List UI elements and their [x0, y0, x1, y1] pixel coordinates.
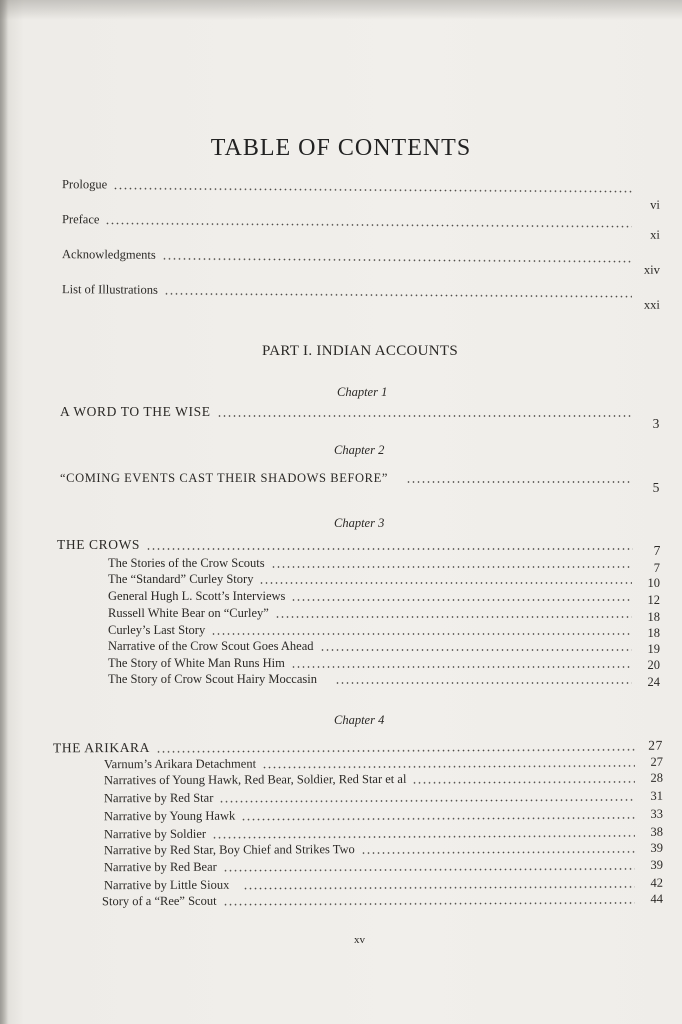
- leader-dots: [259, 573, 632, 586]
- chapter-title-entry: “COMING EVENTS CAST THEIR SHADOWS BEFORE” 5: [60, 471, 660, 495]
- leader-dots: [320, 640, 633, 653]
- toc-entry-list-of-illustrations: List of Illustrations xxi: [61, 282, 660, 312]
- toc-entry-prologue: Prologue vi: [61, 177, 660, 212]
- leader-dots: [219, 789, 635, 803]
- toc-sub-entry: Narrative by Red Bear 39: [103, 857, 664, 875]
- toc-sub-entry: Varnum’s Arikara Detachment 27: [103, 754, 664, 772]
- toc-sub-entry: Narrative by Soldier 38: [103, 824, 664, 842]
- leader-dots: [275, 607, 632, 620]
- toc-sub-entry: Narrative by Young Hawk 33: [103, 806, 664, 824]
- leader-dots: [212, 825, 635, 839]
- leader-dots: [146, 538, 633, 552]
- toc-sub-entry: Narrative of the Crow Scout Goes Ahead 19: [108, 639, 660, 656]
- leader-dots: [223, 892, 635, 906]
- part-heading: PART I. INDIAN ACCOUNTS: [261, 343, 459, 359]
- chapter-title-entry: THE CROWS 7: [57, 537, 661, 558]
- leader-dots: [211, 624, 632, 637]
- toc-sub-entry: Narratives of Young Hawk, Red Bear, Soldier, Red Star et al 28: [103, 770, 664, 788]
- chapter-heading: Chapter 3: [334, 516, 385, 530]
- leader-dots: [156, 738, 635, 754]
- chapter-heading: Chapter 2: [334, 443, 385, 457]
- chapter-title-entry: A WORD TO THE WISE 3: [60, 404, 660, 431]
- toc-sub-entry: Narrative by Little Sioux 42: [103, 875, 664, 893]
- leader-dots: [271, 557, 632, 570]
- toc-sub-entry: The Story of Crow Scout Hairy Moccasin 24: [108, 672, 660, 689]
- page-folio: xv: [354, 934, 365, 946]
- leader-dots: [164, 283, 632, 298]
- toc-sub-entry: Russell White Bear on “Curley” 18: [108, 606, 660, 624]
- chapter-heading: Chapter 1: [337, 385, 388, 399]
- page-title: TABLE OF CONTENTS: [210, 135, 472, 161]
- toc-sub-entry: General Hugh L. Scott’s Interviews 12: [108, 589, 660, 607]
- leader-dots: [335, 673, 632, 686]
- toc-sub-entry: Curley’s Last Story 18: [108, 623, 660, 640]
- toc-entry-acknowledgments: Acknowledgments xiv: [61, 247, 660, 277]
- leader-dots: [262, 755, 635, 769]
- leader-dots: [243, 876, 635, 890]
- toc-sub-entry: The Story of White Man Runs Him 20: [108, 656, 660, 672]
- leader-dots: [162, 248, 632, 263]
- chapter-title-entry: THE ARIKARA 27: [52, 737, 664, 756]
- leader-dots: [241, 807, 635, 821]
- toc-entry-preface: Preface xi: [61, 212, 660, 242]
- leader-dots: [217, 405, 632, 419]
- leader-dots: [406, 471, 632, 485]
- toc-sub-entry: The “Standard” Curley Story 10: [108, 572, 660, 590]
- chapter-heading: Chapter 4: [334, 713, 385, 727]
- leader-dots: [412, 771, 635, 784]
- leader-dots: [361, 841, 635, 855]
- leader-dots: [105, 213, 632, 229]
- leader-dots: [291, 657, 632, 670]
- leader-dots: [291, 590, 632, 603]
- toc-sub-entry: Narrative by Red Star 31: [103, 788, 664, 806]
- leader-dots: [113, 178, 632, 194]
- page-top-shadow: [0, 0, 682, 20]
- leader-dots: [223, 858, 635, 872]
- toc-sub-entry: Narrative by Red Star, Boy Chief and Strikes Two 39: [103, 840, 664, 858]
- toc-sub-entry: Story of a “Ree” Scout 44: [101, 891, 664, 909]
- toc-sub-entry: The Stories of the Crow Scouts 7: [108, 556, 660, 575]
